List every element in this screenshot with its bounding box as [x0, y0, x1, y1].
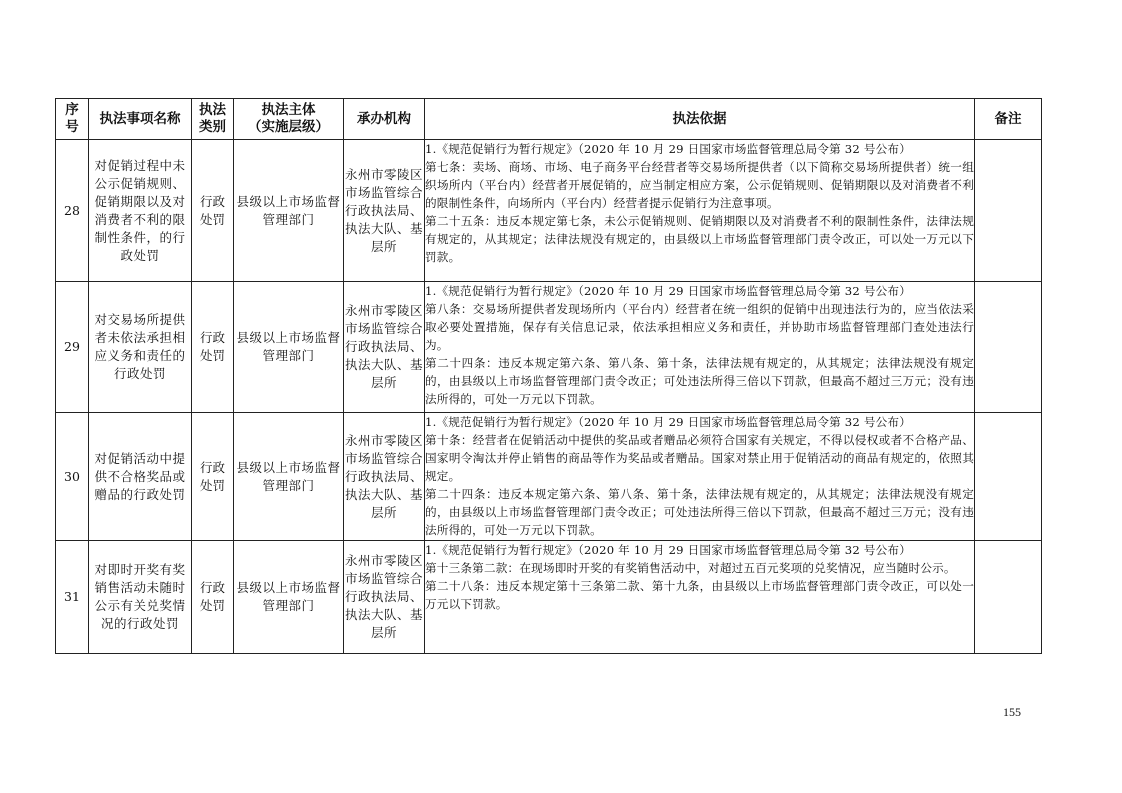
table-row [56, 541, 1042, 654]
table-header-row [56, 99, 1042, 140]
enforcement-items-table [55, 98, 1042, 654]
basis-penalty: 第二十四条：违反本规定第六条、第八条、第十条，法律法规有规定的，从其规定；法律法规没有规定的，由县级以上市场监督管理部门责令改正；可处违法所得三倍以下罚款，但最高不超过三万元；没有违法所得的，可处一万元以下罚款。 [425, 487, 974, 537]
basis-penalty: 第二十八条：违反本规定第十三条第二款、第十九条，由县级以上市场监督管理部门责令改正，可以处一万元以下罚款。 [425, 579, 974, 611]
row-agency: 永州市零陵区市场监管综合行政执法局、执法大队、基层所 [344, 282, 425, 413]
header-seq: 序 号 [56, 99, 89, 140]
header-subject: 执法主体 （实施层级） [234, 99, 344, 140]
row-category: 行政 处罚 [192, 282, 234, 413]
row-category: 行政 处罚 [192, 413, 234, 541]
row-legal-basis [425, 413, 975, 541]
row-subject: 县级以上市场监督管理部门 [234, 282, 344, 413]
row-seq: 31 [56, 541, 89, 654]
page-number: 155 [1003, 705, 1021, 719]
row-remarks [975, 541, 1042, 654]
row-category: 行政 处罚 [192, 140, 234, 282]
row-agency: 永州市零陵区市场监管综合行政执法局、执法大队、基层所 [344, 413, 425, 541]
row-agency: 永州市零陵区市场监管综合行政执法局、执法大队、基层所 [344, 541, 425, 654]
basis-source: 1.《规范促销行为暂行规定》（2020 年 10 月 29 日国家市场监督管理总局令第 32 号公布） [425, 415, 912, 429]
basis-article: 第十条：经营者在促销活动中提供的奖品或者赠品必须符合国家有关规定，不得以侵权或者不合格产品、国家明令淘汰并停止销售的商品等作为奖品或者赠品。国家对禁止用于促销活动的商品有规定的，依照其规定。 [425, 433, 974, 483]
header-category: 执法 类别 [192, 99, 234, 140]
row-subject: 县级以上市场监督管理部门 [234, 140, 344, 282]
table-row [56, 413, 1042, 541]
row-subject: 县级以上市场监督管理部门 [234, 541, 344, 654]
row-item-name: 对即时开奖有奖销售活动未随时公示有关兑奖情况的行政处罚 [89, 541, 192, 654]
basis-source: 1.《规范促销行为暂行规定》（2020 年 10 月 29 日国家市场监督管理总局令第 32 号公布） [425, 543, 912, 557]
basis-article: 第八条：交易场所提供者发现场所内（平台内）经营者在统一组织的促销中出现违法行为的，应当依法采取必要处置措施，保存有关信息记录，依法承担相应义务和责任，并协助市场监督管理部门查处违法行为。 [425, 302, 974, 352]
row-agency: 永州市零陵区市场监管综合行政执法局、执法大队、基层所 [344, 140, 425, 282]
row-subject: 县级以上市场监督管理部门 [234, 413, 344, 541]
basis-source: 1.《规范促销行为暂行规定》（2020 年 10 月 29 日国家市场监督管理总局令第 32 号公布） [425, 142, 912, 156]
row-remarks [975, 413, 1042, 541]
header-item-name: 执法事项名称 [89, 99, 192, 140]
table-row [56, 282, 1042, 413]
regulation-table-container [55, 98, 1041, 654]
row-seq: 30 [56, 413, 89, 541]
table-row [56, 140, 1042, 282]
row-seq: 29 [56, 282, 89, 413]
basis-penalty: 第二十五条：违反本规定第七条，未公示促销规则、促销期限以及对消费者不利的限制性条件，法律法规有规定的，从其规定；法律法规没有规定的，由县级以上市场监督管理部门责令改正，可以处一万元以下罚款。 [425, 214, 974, 264]
basis-article: 第十三条第二款：在现场即时开奖的有奖销售活动中，对超过五百元奖项的兑奖情况，应当随时公示。 [425, 561, 956, 575]
row-item-name: 对促销活动中提供不合格奖品或赠品的行政处罚 [89, 413, 192, 541]
basis-penalty: 第二十四条：违反本规定第六条、第八条、第十条，法律法规有规定的，从其规定；法律法规没有规定的，由县级以上市场监督管理部门责令改正；可处违法所得三倍以下罚款，但最高不超过三万元；没有违法所得的，可处一万元以下罚款。 [425, 356, 974, 406]
header-basis: 执法依据 [425, 99, 975, 140]
row-item-name: 对交易场所提供者未依法承担相应义务和责任的行政处罚 [89, 282, 192, 413]
header-remarks: 备注 [975, 99, 1042, 140]
basis-source: 1.《规范促销行为暂行规定》（2020 年 10 月 29 日国家市场监督管理总局令第 32 号公布） [425, 284, 912, 298]
row-remarks [975, 282, 1042, 413]
row-legal-basis [425, 541, 975, 654]
header-agency: 承办机构 [344, 99, 425, 140]
row-remarks [975, 140, 1042, 282]
row-legal-basis [425, 140, 975, 282]
basis-article: 第七条：卖场、商场、市场、电子商务平台经营者等交易场所提供者（以下简称交易场所提供者）统一组织场所内（平台内）经营者开展促销的，应当制定相应方案，公示促销规则、促销期限以及对消费者不利的限制性条件，向场所内（平台内）经营者提示促销行为注意事项。 [425, 160, 974, 210]
row-seq: 28 [56, 140, 89, 282]
row-item-name: 对促销过程中未公示促销规则、促销期限以及对消费者不利的限制性条件，的行政处罚 [89, 140, 192, 282]
row-category: 行政 处罚 [192, 541, 234, 654]
row-legal-basis [425, 282, 975, 413]
